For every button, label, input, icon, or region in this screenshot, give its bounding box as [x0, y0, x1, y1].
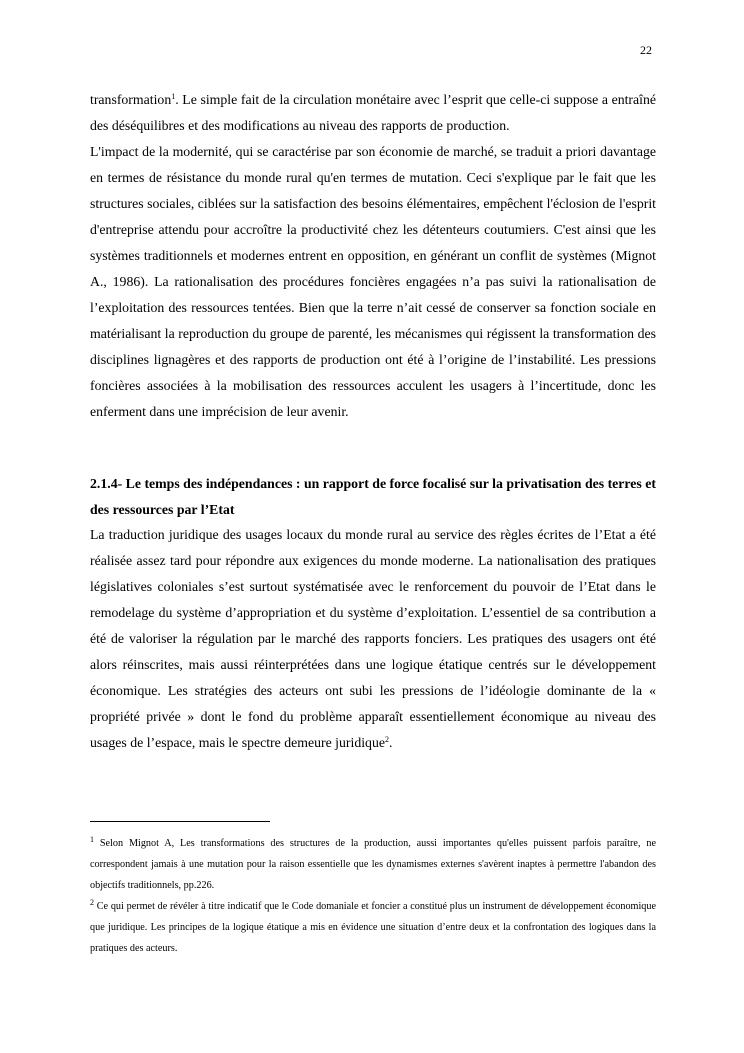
page-number: 22: [640, 43, 652, 57]
footnote-1-mark: 1: [90, 835, 94, 844]
footnotes: [90, 833, 656, 959]
footnote-1: [90, 833, 656, 896]
footnote-2: [90, 896, 656, 959]
paragraph-independence: [90, 522, 656, 756]
footnote-2-text: Ce qui permet de révéler à titre indicatif que le Code domaniale et foncier a constitué plus un instrument de développement économique que juridique. Les principes de la logique étatique a mis en évidence une situation d’entre deux et la confrontation des logiques dans la pratiques des acteurs.: [90, 901, 656, 954]
footnote-2-mark: 2: [90, 898, 94, 907]
footnote-ref-2[interactable]: 2: [384, 735, 389, 744]
paragraph-independence-end: .: [388, 735, 393, 750]
continuation-rest: . Le simple fait de la circulation monétaire avec l’esprit que celle-ci suppose a entraîné des déséquilibres et des modifications au niveau des rapports de production.: [90, 92, 656, 133]
paragraph-continuation: [90, 87, 656, 139]
paragraph-modernity: L'impact de la modernité, qui se caractérise par son économie de marché, se traduit a priori davantage en termes de résistance du monde rural qu'en termes de mutation. Ceci s'explique par le fait que les structures sociales, ciblées sur la satisfaction des besoins élémentaires, empêchent l'éclosion de l'esprit d'entreprise attendu pour accroître la productivité chez les détenteurs coutumiers. C'est ainsi que les systèmes traditionnels et modernes entrent en opposition, en générant un conflit de systèmes (Mignot A., 1986). La rationalisation des procédures foncières engagées n’a pas suivi la rationalisation de l’exploitation des ressources tentées. Bien que la terre n’ait cessé de conserver sa fonction sociale en matérialisant la reproduction du groupe de parenté, les mécanismes qui régissent la transformation des disciplines lignagères et des rapports de production ont été à l’origine de l’instabilité. Les pressions foncières associées à la mobilisation des ressources acculent les usagers à l’incertitude, donc les enferment dans une imprécision de leur avenir.: [90, 144, 656, 419]
continuation-start: transformation: [90, 92, 172, 107]
section-1-text: [90, 87, 656, 425]
footnote-ref-1[interactable]: 1: [171, 92, 176, 101]
section-2-text: [90, 522, 656, 756]
paragraph-independence-body: La traduction juridique des usages locaux du monde rural au service des règles écrites de l’Etat a été réalisée assez tard pour répondre aux exigences du monde moderne. La nationalisation des pratiques législatives coloniales s’est surtout systématisée avec le renforcement du pouvoir de l’Etat dans le remodelage du système d’appropriation et du système d’exploitation. L’essentiel de sa contribution a été de valoriser la régulation par le marché des rapports fonciers. Les pratiques des usagers ont été alors réinscrites, mais aussi réinterprétées dans une logique étatique centrés sur le développement économique. Les stratégies des acteurs ont subi les pressions de l’idéologie dominante de la « propriété privée » dont le fond du problème apparaît essentiellement économique au niveau des usages de l’espace, mais le spectre demeure juridique: [90, 527, 656, 750]
section-heading: 2.1.4- Le temps des indépendances : un rapport de force focalisé sur la privatisation des terres et des ressources par l’Etat: [90, 476, 656, 517]
footnote-divider: [90, 821, 270, 822]
footnote-1-text: Selon Mignot A, Les transformations des structures de la production, aussi importantes qu'elles puissent parfois paraître, ne correspondent jamais à une mutation pour la raison essentielle que les dynamismes externes s'avèrent inaptes à permettre l'abandon des objectifs traditionnels, pp.226.: [90, 838, 656, 891]
